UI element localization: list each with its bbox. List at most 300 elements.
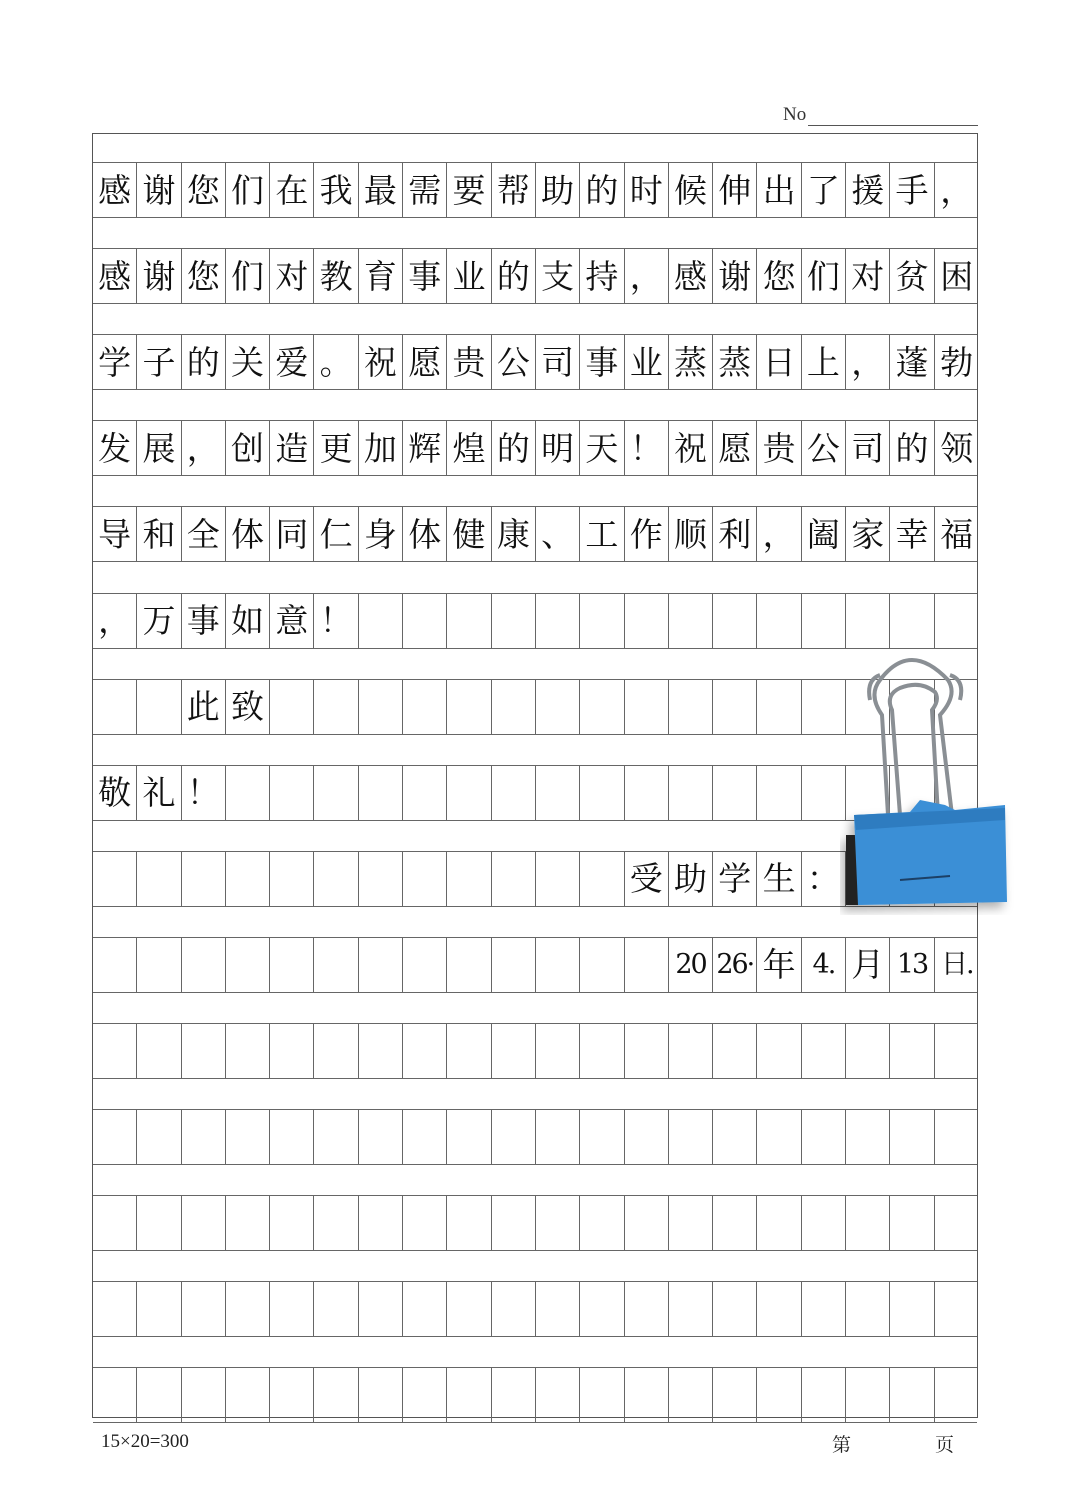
grid-cell: ： [802,852,846,906]
grid-cell: 20 [669,938,713,992]
grid-cell [713,1282,757,1336]
grid-cell: 的 [890,421,934,475]
grid-cell [137,938,181,992]
grid-cell [226,1282,270,1336]
grid-cell [314,852,358,906]
grid-cell [536,680,580,734]
grid-cell [846,1110,890,1164]
grid-cell [890,1196,934,1250]
grid-cell [536,938,580,992]
grid-cell: 辉 [403,421,447,475]
grid-cell: 您 [182,163,226,217]
grid-cell [137,1368,181,1422]
grid-cell [447,1282,491,1336]
grid-cell: ！ [182,766,226,820]
grid-cell [625,766,669,820]
grid-cell [182,1282,226,1336]
grid-cell [359,1110,403,1164]
grid-cell: ， [846,335,890,389]
grid-cell: 我 [314,163,358,217]
grid-cell [403,852,447,906]
grid-cell [226,766,270,820]
grid-cell [492,680,536,734]
grid-cell [580,766,624,820]
grid-cell: 身 [359,507,403,561]
grid-cell [713,1368,757,1422]
grid-cell: 勃 [940,342,974,382]
grid-cell: 如 [226,594,270,648]
grid-cell: 蒸 [713,335,757,389]
grid-cell [182,1196,226,1250]
grid-cell [890,1282,934,1336]
grid-cell [270,1110,314,1164]
grid-cell: 受 [625,852,669,906]
page-prefix-label: 第 [832,1434,852,1456]
grid-cell [846,1368,890,1422]
grid-cell [403,1368,447,1422]
grid-cell: 体 [403,507,447,561]
grid-cell: 。 [314,335,358,389]
grid-row [93,420,977,476]
grid-cell [403,938,447,992]
grid-cell [447,1368,491,1422]
grid-cell [314,1024,358,1078]
grid-cell: 日. [940,949,973,981]
grid-cell: 更 [314,421,358,475]
grid-cell [270,1196,314,1250]
grid-cell [403,680,447,734]
grid-cell [359,594,403,648]
grid-cell [492,1368,536,1422]
grid-cell [669,680,713,734]
grid-cell [713,680,757,734]
grid-cell: 敬 [93,766,137,820]
grid-cell [270,852,314,906]
grid-cell: 要 [447,163,491,217]
grid-cell [359,852,403,906]
grid-cell [270,680,314,734]
grid-cell [492,938,536,992]
grid-cell [314,1196,358,1250]
grid-cell: 学 [93,335,137,389]
grid-cell: 们 [802,249,846,303]
grid-cell [802,1024,846,1078]
grid-cell [713,1196,757,1250]
grid-cell [93,680,137,734]
grid-cell: 26· [713,938,757,992]
grid-cell [93,1282,137,1336]
grid-cell [536,852,580,906]
grid-cell: 您 [182,249,226,303]
grid-cell [669,1110,713,1164]
grid-cell [270,938,314,992]
grid-cell [270,1282,314,1336]
grid-cell: 业 [447,249,491,303]
grid-cell [625,1282,669,1336]
grid-cell: 天 [580,421,624,475]
grid-cell: 们 [226,163,270,217]
grid-cell: 健 [447,507,491,561]
grid-cell [137,1282,181,1336]
grid-cell [757,1196,801,1250]
grid-cell [935,1282,979,1336]
grid-cell [625,594,669,648]
grid-cell [669,1024,713,1078]
grid-row [93,1195,977,1251]
grid-cell: 和 [137,507,181,561]
grid-cell: 明 [536,421,580,475]
grid-cell: 对 [270,249,314,303]
grid-cell [580,1024,624,1078]
grid-cell: ， [940,170,974,210]
grid-cell [536,1368,580,1422]
grid-cell: 司 [846,421,890,475]
grid-cell [182,1024,226,1078]
grid-cell: 贵 [757,421,801,475]
grid-cell: 教 [314,249,358,303]
grid-cell [314,938,358,992]
grid-cell [802,1110,846,1164]
grid-cell [403,766,447,820]
grid-cell [403,594,447,648]
grid-cell: 创 [226,421,270,475]
grid-cell: 感 [93,249,137,303]
grid-cell [890,1024,934,1078]
grid-cell [226,1196,270,1250]
grid-cell: 育 [359,249,403,303]
grid-cell [93,852,137,906]
grid-cell [314,766,358,820]
grid-cell: 最 [359,163,403,217]
grid-cell [226,1110,270,1164]
grid-cell: 全 [182,507,226,561]
grid-cell: 祝 [359,335,403,389]
grid-cell: 业 [625,335,669,389]
grid-row [93,1109,977,1165]
grid-cell [182,938,226,992]
grid-row [93,248,977,304]
grid-cell: 您 [757,249,801,303]
grid-cell [669,1282,713,1336]
grid-cell [669,594,713,648]
grid-cell: 福 [940,514,974,554]
grid-cell [580,680,624,734]
grid-cell [757,1368,801,1422]
grid-cell: 了 [802,163,846,217]
grid-cell [757,1282,801,1336]
grid-cell [270,1024,314,1078]
grid-row [93,1023,977,1079]
grid-cell: ， [625,249,669,303]
grid-cell: 需 [403,163,447,217]
grid-cell [580,1282,624,1336]
grid-cell [536,1110,580,1164]
grid-cell: 候 [669,163,713,217]
grid-cell [447,938,491,992]
grid-cell: 的 [580,163,624,217]
grid-cell [93,1110,137,1164]
grid-cell [226,1368,270,1422]
grid-cell [93,1024,137,1078]
grid-cell: 助 [669,852,713,906]
grid-cell: 万 [137,594,181,648]
grid-cell: ！ [314,594,358,648]
grid-cell [935,1110,979,1164]
grid-cell: 学 [713,852,757,906]
grid-cell [447,1110,491,1164]
grid-cell [93,1368,137,1422]
grid-cell [447,1196,491,1250]
grid-cell: 援 [846,163,890,217]
grid-cell [182,1368,226,1422]
grid-cell [182,1110,226,1164]
grid-cell [492,1282,536,1336]
grid-cell: 感 [93,163,137,217]
grid-cell: 公 [492,335,536,389]
grid-cell: 在 [270,163,314,217]
grid-cell: 愿 [713,421,757,475]
grid-row [93,506,977,562]
grid-cell: 事 [580,335,624,389]
grid-cell: ， [757,507,801,561]
grid-cell [846,1196,890,1250]
grid-cell [314,1282,358,1336]
grid-cell [447,680,491,734]
grid-cell: 蒸 [669,335,713,389]
grid-cell [669,766,713,820]
grid-cell: 谢 [137,163,181,217]
grid-cell [580,852,624,906]
grid-cell [757,680,801,734]
grid-row [93,1367,977,1423]
grid-cell: 帮 [492,163,536,217]
grid-cell [625,938,669,992]
grid-cell [492,1196,536,1250]
grid-cell [137,680,181,734]
grid-cell: 贵 [447,335,491,389]
grid-cell: 仁 [314,507,358,561]
grid-cell: ， [93,594,137,648]
grid-cell: 4. [802,938,846,992]
grid-cell [580,1368,624,1422]
grid-cell [359,1282,403,1336]
grid-cell [757,1110,801,1164]
grid-cell [403,1024,447,1078]
grid-cell [536,594,580,648]
grid-cell [359,1196,403,1250]
grid-cell: 支 [536,249,580,303]
grid-cell: 月 [846,938,890,992]
grid-cell [492,1024,536,1078]
grid-cell: 日 [757,335,801,389]
grid-cell: 愿 [403,335,447,389]
grid-cell: 谢 [137,249,181,303]
grid-cell: 持 [580,249,624,303]
grid-cell [359,938,403,992]
grid-cell [359,766,403,820]
grid-cell: 出 [757,163,801,217]
grid-cell [403,1196,447,1250]
grid-cell [935,1368,979,1422]
grid-cell: 感 [669,249,713,303]
grid-cell: 们 [226,249,270,303]
grid-cell [580,594,624,648]
grid-cell [669,1196,713,1250]
grid-cell: 体 [226,507,270,561]
grid-cell [226,852,270,906]
grid-cell: 阖 [802,507,846,561]
grid-cell: 贫 [890,249,934,303]
grid-cell [314,1110,358,1164]
grid-cell [314,680,358,734]
grid-cell [802,1368,846,1422]
grid-cell [403,1282,447,1336]
grid-cell: 时 [625,163,669,217]
number-label: No [783,104,807,125]
grid-cell [536,1196,580,1250]
page-suffix-label: 页 [935,1434,955,1456]
grid-cell [447,852,491,906]
grid-cell: 康 [492,507,536,561]
grid-cell: 造 [270,421,314,475]
grid-cell [802,1282,846,1336]
grid-cell: 关 [226,335,270,389]
grid-cell: 煌 [447,421,491,475]
grid-cell [226,1024,270,1078]
grid-cell: ， [182,421,226,475]
grid-cell [536,1024,580,1078]
grid-cell [625,680,669,734]
grid-cell [757,1024,801,1078]
grid-cell [536,1282,580,1336]
grid-cell [93,1196,137,1250]
grid-cell [890,1110,934,1164]
grid-cell: 祝 [669,421,713,475]
grid-cell [846,1282,890,1336]
grid-cell [846,1024,890,1078]
grid-cell: 爱 [270,335,314,389]
grid-cell: 意 [270,594,314,648]
grid-cell [935,1024,979,1078]
grid-cell [713,594,757,648]
grid-cell [359,1024,403,1078]
grid-cell [492,852,536,906]
grid-cell: 家 [846,507,890,561]
grid-cell [536,766,580,820]
grid-cell [137,1196,181,1250]
grid-cell: 礼 [137,766,181,820]
grid-cell: 顺 [669,507,713,561]
grid-cell: 年 [757,938,801,992]
grid-cell [580,938,624,992]
binder-clip-icon [840,640,1015,915]
grid-cell [182,852,226,906]
grid-cell [757,766,801,820]
grid-cell: 加 [359,421,403,475]
grid-cell [226,938,270,992]
grid-cell: 展 [137,421,181,475]
grid-cell: 公 [802,421,846,475]
grid-cell [713,766,757,820]
grid-cell [137,1110,181,1164]
grid-cell: 手 [890,163,934,217]
grid-cell: 致 [226,680,270,734]
grid-cell [447,1024,491,1078]
grid-cell [492,594,536,648]
grid-cell [669,1368,713,1422]
grid-cell [359,1368,403,1422]
grid-cell [270,766,314,820]
grid-cell [447,766,491,820]
grid-cell [359,680,403,734]
grid-cell: 谢 [713,249,757,303]
number-blank-line [808,125,978,126]
grid-cell: 生 [757,852,801,906]
grid-cell [492,766,536,820]
grid-cell: 上 [802,335,846,389]
grid-cell [403,1110,447,1164]
grid-cell: 司 [536,335,580,389]
grid-cell: 的 [182,335,226,389]
grid-cell: 子 [137,335,181,389]
grid-cell: 、 [536,507,580,561]
grid-spec-label: 15×20=300 [101,1431,189,1452]
grid-cell: 事 [403,249,447,303]
grid-cell [137,852,181,906]
grid-cell [890,1368,934,1422]
grid-cell [625,1368,669,1422]
grid-row [93,162,977,218]
grid-row [93,937,977,993]
grid-cell: 的 [492,249,536,303]
grid-cell [625,1024,669,1078]
grid-row [93,1281,977,1337]
grid-cell: 助 [536,163,580,217]
grid-cell: 发 [93,421,137,475]
grid-cell: 幸 [890,507,934,561]
grid-cell: 对 [846,249,890,303]
grid-cell: 同 [270,507,314,561]
grid-cell [447,594,491,648]
grid-cell: 蓬 [890,335,934,389]
grid-cell [137,1024,181,1078]
grid-cell [802,1196,846,1250]
grid-cell [625,1110,669,1164]
grid-cell: 的 [492,421,536,475]
grid-cell: 13 [890,938,934,992]
grid-cell: ！ [625,421,669,475]
grid-cell [580,1110,624,1164]
grid-cell: 伸 [713,163,757,217]
grid-cell: 此 [182,680,226,734]
grid-cell: 事 [182,594,226,648]
grid-cell: 工 [580,507,624,561]
grid-cell [757,594,801,648]
grid-cell [713,1110,757,1164]
grid-cell [93,938,137,992]
grid-cell [314,1368,358,1422]
grid-row [93,334,977,390]
grid-cell [492,1110,536,1164]
grid-cell: 利 [713,507,757,561]
grid-cell [713,1024,757,1078]
grid-cell: 困 [940,256,974,296]
grid-cell: 领 [940,428,974,468]
grid-cell: 导 [93,507,137,561]
grid-cell [935,1196,979,1250]
grid-cell [580,1196,624,1250]
grid-cell: 作 [625,507,669,561]
